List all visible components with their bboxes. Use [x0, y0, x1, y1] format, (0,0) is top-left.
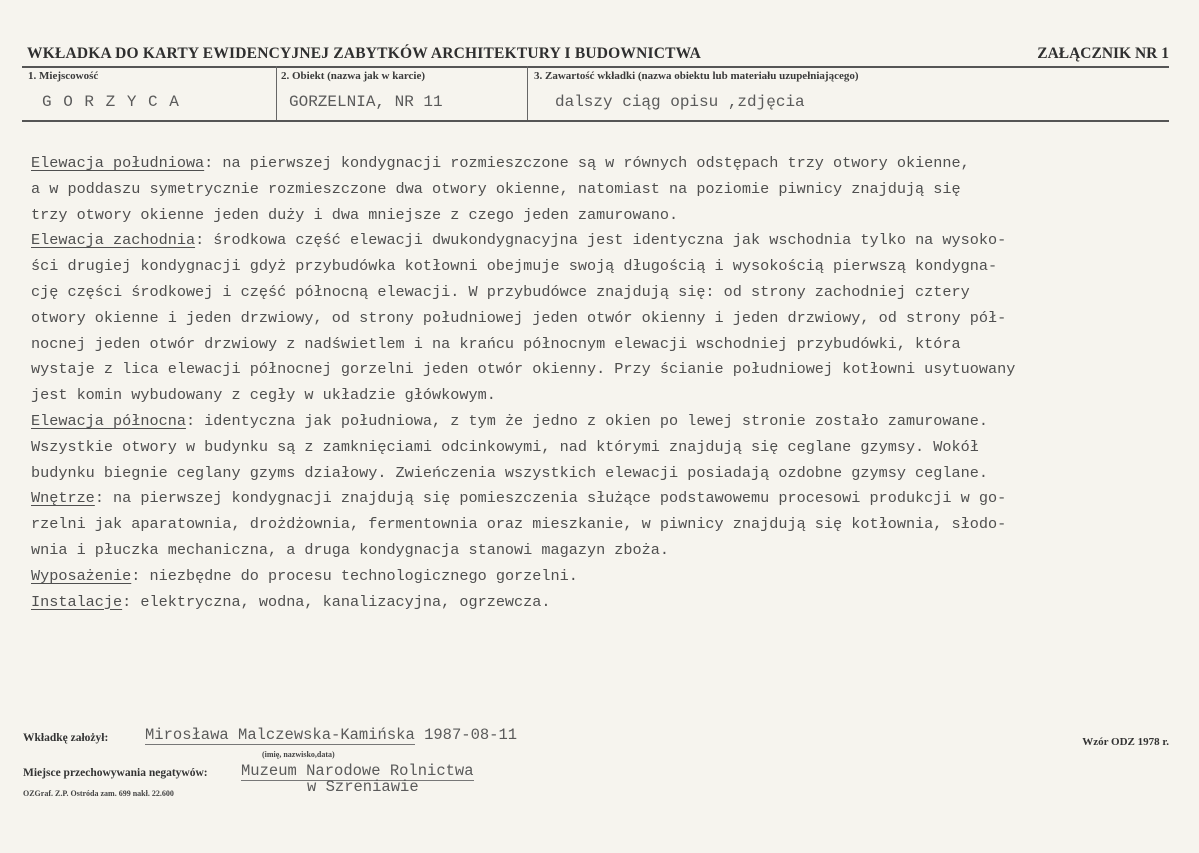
author-signature [145, 726, 517, 744]
text-line: wystaje z lica elewacji północnej gorzelni jeden otwór okienny. Przy ścianie południowej kotłowni usytuowany [31, 360, 1016, 379]
place-value: G O R Z Y C A [42, 93, 180, 111]
text-line: : na pierwszej kondygnacji znajdują się pomieszczenia służące podstawowemu procesowi produkcji w go- [94, 489, 1007, 508]
text-line: Wszystkie otwory w budynku są z zamknięciami odcinkowymi, nad którymi znajdują się ceglane gzymsy. Wokół [31, 437, 979, 456]
object-label: 2. Obiekt (nazwa jak w karcie) [281, 70, 426, 82]
text-line: ści drugiej kondygnacji gdyż przybudówka kotłowni obejmuje swoją długością i wysokością pierwszą kondygna- [31, 257, 998, 276]
section-heading: Instalacje [31, 592, 123, 611]
section-heading: Wyposażenie [31, 566, 132, 585]
text-line: otwory okienne i jeden drzwiowy, od strony południowej jeden otwór okienny i jeden drzwiowy, od strony pół- [31, 308, 1007, 327]
column-divider-1 [276, 66, 277, 121]
text-line: a w poddaszu symetrycznie rozmieszczone dwa otwory okienne, natomiast na poziomie piwnicy znajdują się [31, 179, 961, 198]
content-value: dalszy ciąg opisu ,zdjęcia [555, 93, 805, 111]
author-date: 1987-08-11 [424, 726, 518, 744]
author-label: Wkładkę założył: [23, 732, 109, 744]
description-text [31, 151, 1171, 615]
form-version: Wzór ODZ 1978 r. [1082, 736, 1169, 748]
header-rule-bottom [22, 120, 1169, 122]
text-line: : niezbędne do procesu technologicznego gorzelni. [131, 566, 578, 585]
text-line: jest komin wybudowany z cegły w układzie główkowym. [31, 386, 496, 405]
text-line: trzy otwory okienne jeden duży i dwa mniejsze z czego jeden zamurowano. [31, 205, 679, 224]
section-heading: Elewacja południowa [31, 154, 205, 172]
negatives-label: Miejsce przechowywania negatywów: [23, 767, 208, 779]
header-rule-top [22, 66, 1169, 68]
place-label: 1. Miejscowość [28, 70, 99, 82]
text-line: : identyczna jak południowa, z tym że jedno z okien po lewej stronie zostało zamurowane. [185, 411, 988, 430]
section-heading: Wnętrze [31, 489, 95, 508]
content-label: 3. Zawartość wkładki (nazwa obiektu lub materiału uzupełniającego) [534, 70, 859, 82]
text-line: cję części środkowej i część północną elewacji. W przybudówce znajdują się: od strony zachodniej cztery [31, 282, 970, 301]
text-line: : elektryczna, wodna, kanalizacyjna, ogrzewcza. [122, 592, 551, 611]
text-line: : na pierwszej kondygnacji rozmieszczone są w równych odstępach trzy otwory okienne, [204, 154, 970, 172]
text-line: nocnej jeden otwór drzwiowy z nadświetlem i na krańcu północnym elewacji wschodniej przybudówki, która [31, 334, 961, 353]
author-name: Mirosława Malczewska-Kamińska [145, 726, 415, 744]
negatives-location-name: Muzeum Narodowe Rolnictwa [241, 762, 474, 780]
print-info: OZGraf. Z.P. Ostróda zam. 699 nakł. 22.600 [23, 789, 174, 798]
text-line: rzelni jak aparatownia, drożdżownia, fermentownia oraz mieszkanie, w piwnicy znajdują się kotłownia, słodo- [31, 515, 1007, 534]
negatives-location-2: w Szreniawie [307, 778, 419, 796]
object-value: GORZELNIA, NR 11 [289, 93, 443, 111]
column-divider-2 [527, 66, 528, 121]
section-heading: Elewacja północna [31, 411, 186, 430]
author-hint: (imię, nazwisko,data) [262, 750, 335, 759]
text-line: budynku biegnie ceglany gzyms działowy. Zwieńczenia wszystkich elewacji posiadają ozdobne gzymsy ceglane. [31, 463, 988, 482]
text-line: : środkowa część elewacji dwukondygnacyjna jest identyczna jak wschodnia tylko na wysoko- [195, 231, 1007, 250]
text-line: wnia i płuczka mechaniczna, a druga kondygnacja stanowi magazyn zboża. [31, 540, 669, 559]
section-heading: Elewacja zachodnia [31, 231, 196, 250]
annex-number: ZAŁĄCZNIK NR 1 [1037, 45, 1169, 62]
card-title: WKŁADKA DO KARTY EWIDENCYJNEJ ZABYTKÓW ARCHITEKTURY I BUDOWNICTWA [27, 45, 702, 62]
